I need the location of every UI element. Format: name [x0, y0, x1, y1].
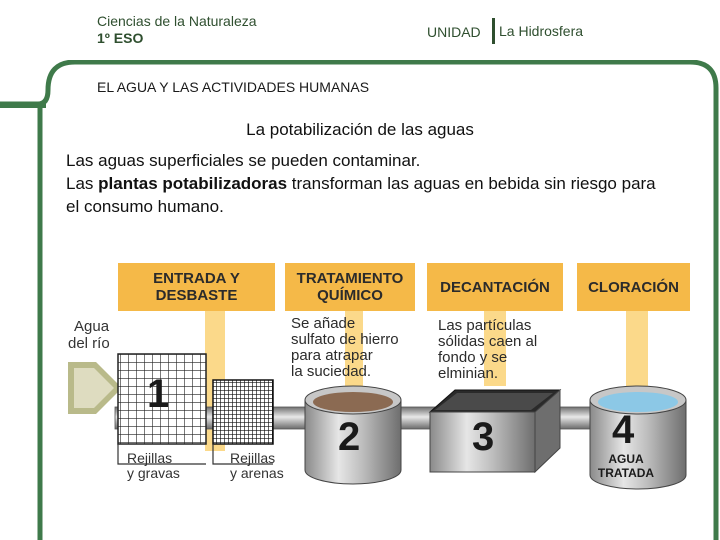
stage-4-header	[577, 263, 690, 311]
section-title: EL AGUA Y LAS ACTIVIDADES HUMANAS	[97, 79, 370, 95]
stage-2-header-line-2: QUÍMICO	[317, 287, 383, 304]
stage-3-header-line-1: DECANTACIÓN	[440, 278, 550, 296]
grid-arenas	[213, 380, 273, 444]
treated-water-line-1: AGUA	[608, 452, 644, 466]
stage-2-desc-line: para atrapar	[291, 347, 373, 364]
grid-gravas-label-line-1: Rejillas	[127, 450, 173, 466]
grid-arenas-label	[230, 451, 284, 481]
stage-1-number: 1	[147, 372, 170, 416]
course-level: 1º ESO	[97, 30, 144, 46]
stage-2-number: 2	[338, 415, 361, 459]
stage-3-number: 3	[472, 415, 495, 459]
body-line-2-bold: plantas potabilizadoras	[98, 174, 288, 193]
page-title: La potabilización de las aguas	[246, 120, 474, 139]
grid-arenas-label-line-1: Rejillas	[230, 450, 276, 466]
stage-3-desc-line: sólidas caen al	[438, 333, 538, 350]
stage-2-desc-line: la suciedad.	[291, 363, 372, 380]
grid-arenas-label-line-2: y arenas	[230, 465, 284, 481]
body-line-1: Las aguas superficiales se pueden contaminar.	[66, 151, 421, 170]
stage-1-header-line-1: ENTRADA Y	[153, 270, 240, 287]
river-arrow	[68, 362, 122, 414]
treated-water-label	[596, 452, 656, 480]
stage-4-number: 4	[612, 408, 635, 452]
river-label	[68, 318, 110, 352]
stage-3-description	[438, 318, 537, 382]
stage-3-desc-line: elminian.	[438, 365, 499, 382]
stage-2-description	[291, 316, 399, 380]
body-line-2	[66, 172, 666, 218]
grid-gravas-label	[127, 451, 180, 481]
course-title	[97, 13, 257, 47]
stage-2-header-line-1: TRATAMIENTO	[296, 270, 404, 287]
course-name: Ciencias de la Naturaleza	[97, 13, 257, 29]
unit-topic: La Hidrosfera	[499, 23, 584, 39]
body-line-2-start: Las	[66, 174, 99, 193]
body-line-2-end: transforman las aguas en bebida sin riesgo para el consumo humano.	[66, 174, 656, 216]
unit-separator	[492, 18, 495, 44]
stage-1-header-line-2: DESBASTE	[155, 287, 238, 304]
stage-3-header	[427, 263, 563, 311]
river-label-line-1: Agua	[74, 318, 110, 335]
stage-3-desc-line: Las partículas	[438, 317, 532, 334]
body-text	[66, 149, 666, 218]
treated-water-line-2: TRATADA	[597, 466, 655, 480]
stage-3-desc-line: fondo y se	[438, 349, 508, 366]
unit-label: UNIDAD	[427, 24, 481, 40]
stage-4-header-line-1: CLORACIÓN	[588, 278, 679, 296]
stage-2-desc-line: Se añade	[291, 315, 356, 332]
stage-2-header	[285, 263, 415, 311]
stage-1-header	[118, 263, 275, 311]
river-label-line-2: del río	[68, 335, 110, 352]
tank-decantation	[430, 390, 560, 472]
grid-gravas-label-line-2: y gravas	[127, 465, 180, 481]
stage-2-desc-line: sulfato de hierro	[291, 331, 399, 348]
